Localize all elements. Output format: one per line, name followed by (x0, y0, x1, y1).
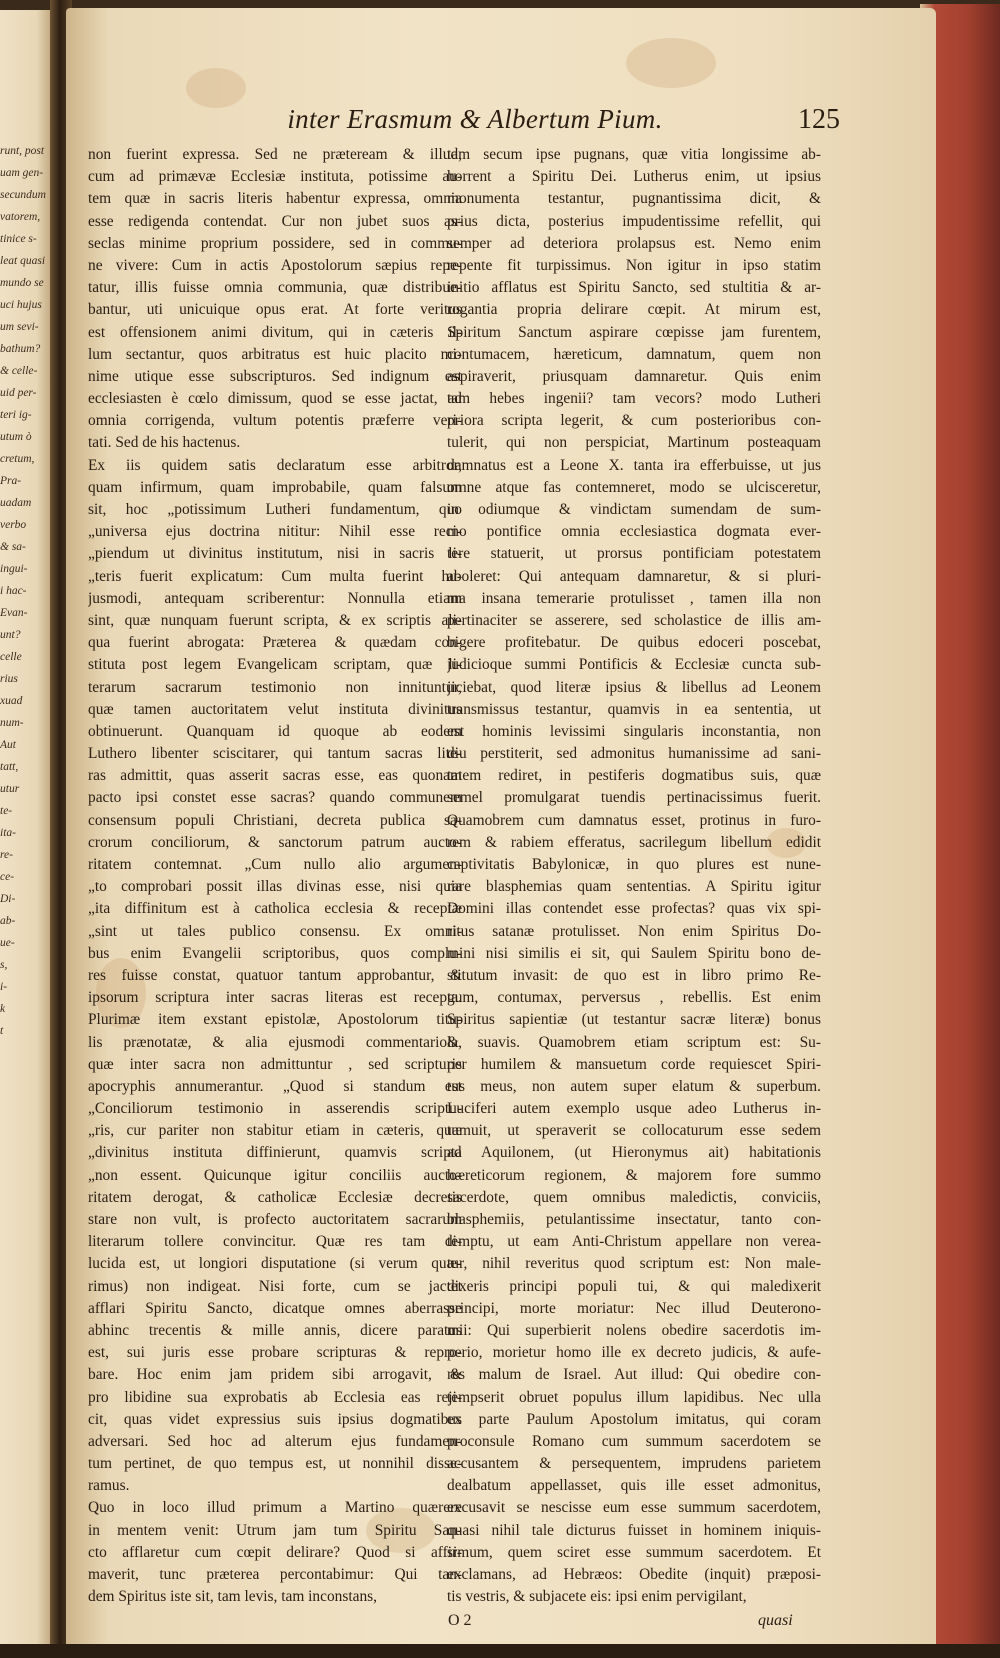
text-line: est offensionem animi divitum, qui in cæteris il- (88, 323, 462, 341)
bottom-shadow (0, 1644, 1000, 1658)
text-line: runt, post (0, 145, 45, 157)
text-line: quasi nihil tale dicturus fuisset in hominem iniquis- (447, 1521, 821, 1539)
text-line: Aut (0, 739, 16, 751)
text-line: sit, hoc „potissimum Lutheri fundamentum, quo (88, 501, 462, 518)
text-line: repente fit turpissimus. Non igitur in ipso statim (447, 256, 821, 274)
text-line: mundo se (0, 277, 44, 289)
text-line: ab- (0, 915, 16, 927)
text-line: „ita diffinitum est à catholica ecclesia & receptæ (88, 900, 462, 918)
text-line: Luthero libenter sciscitarer, qui tantum sacras lite- (88, 745, 462, 763)
text-line: uadam (0, 497, 32, 509)
text-line: pertinaciter se asserere, sed scholastice de illis am- (447, 611, 821, 629)
text-line: semel promulgarat tuendis pertinacissimus fuerit. (447, 789, 821, 807)
text-line: simum, quem sciret esse summum sacerdotem. Et (447, 1543, 821, 1561)
text-line: transmissus testantur, quamvis in ea sententia, ut (447, 700, 821, 718)
text-line: esse redigenda contendat. Cur non jubet suos as- (88, 212, 462, 230)
text-line: & suavis. Quamobrem etiam scriptum est: Su- (447, 1033, 821, 1051)
text-line: „non essent. Quicunque igitur conciliis aucto- (88, 1166, 462, 1184)
text-line: Luciferi autem exemplo usque adeo Lutherus in- (447, 1100, 821, 1118)
text-line: quam infirmum, quam improbabile, quam falsum (88, 478, 462, 496)
text-line: initio afflatus est Spiritu Sancto, sed stultitia & ar- (447, 279, 821, 297)
text-line: i hac- (0, 585, 27, 597)
text-line: mini nisi similis ei sit, qui Saulem Spiritu bono de- (447, 944, 821, 962)
text-line: priora scripta legerit, & cum posterioribus con- (447, 412, 821, 430)
text-line: „teris fuerit explicatum: Cum multa fuerint hu- (88, 567, 462, 585)
text-line: lum sectantur, quos arbitratus est huic placito mi- (88, 345, 462, 363)
text-line: „divinitus instituta diffinierunt, quamvis scripta (88, 1144, 462, 1162)
text-line: ue- (0, 937, 15, 949)
text-line: & sa- (0, 541, 26, 553)
text-line: gum, contumax, perversus , rebellis. Est enim (447, 989, 821, 1007)
text-line: sacerdote, quem omnibus maledictis, conviciis, (447, 1188, 821, 1206)
text-line: blasphemiis, petulantissime insectatur, tanto con- (447, 1211, 821, 1228)
text-line: „piendum ut divinitus institutum, nisi in sacris li- (88, 545, 462, 563)
text-line: Ex iis quidem satis declaratum esse arbitror, (88, 456, 462, 474)
text-line: pacto ipsi constet esse sacras? quando communem (88, 789, 462, 807)
text-line: Evan- (0, 607, 28, 619)
text-line: bathum? (0, 343, 41, 355)
text-line: perio, morietur homo ille ex decreto judicis, & aufe- (447, 1344, 821, 1362)
text-line: est hominis levissimi singularis inconstantia, non (447, 722, 821, 740)
text-line: per humilem & mansuetum corde requiescet Spiri- (447, 1055, 821, 1073)
text-line: tatt, (0, 761, 19, 773)
running-head: inter Erasmum & Albertum Pium. (287, 104, 663, 134)
text-line: jiciebat, quod literæ ipsius & libellus ad Leonem (447, 678, 821, 696)
text-line: seclas minime proprium possidere, sed in commu- (88, 234, 462, 252)
text-line: afflari Spiritu Sancto, dicatque omnes aberrasse (88, 1299, 462, 1317)
text-line: Pra- (0, 475, 22, 487)
text-line: pro libidine sua exprobatis ab Ecclesia eas reji- (88, 1388, 462, 1406)
text-line: xuad (0, 695, 23, 707)
text-line: dealbatum appellasset, quis ille esset admonitus, (447, 1477, 821, 1495)
text-line: „universa ejus doctrina nititur: Nihil esse reci- (88, 523, 462, 541)
text-line: bantur, uti unicuique opus erat. At forte veritus (88, 301, 462, 319)
text-line: cum ad primævæ Ecclesiæ instituta, potissime au- (88, 168, 462, 186)
text-line: Domini illas contendet esse profectas? quas vix spi- (447, 900, 821, 918)
text-line: cto afflaretur cum cœpit delirare? Quod si affir- (88, 1543, 462, 1561)
text-line: stitutum invasit: de quo est in libro primo Re- (447, 966, 821, 984)
text-line: num- (0, 717, 24, 729)
text-line: te- (0, 805, 13, 817)
text-line: utur (0, 783, 20, 795)
text-line: in mentem venit: Utrum jam tum Spiritu San- (88, 1521, 462, 1539)
text-line: tatem rediret, in pestiferis dogmatibus suis, quæ (447, 767, 821, 785)
text-line: tati. Sed de his hactenus. (88, 434, 241, 452)
text-line: tur, nihil reveritus quod scriptum est: Non male- (447, 1255, 821, 1273)
text-line: Spiritum Sanctum aspirare cœpisse jam furentem, (447, 323, 821, 341)
text-line: tempserit obruet populus illum lapidibus. Nec ulla (447, 1388, 821, 1406)
text-line: ritatem derogat, & catholicæ Ecclesiæ decretis (88, 1188, 462, 1206)
text-line: ingui- (0, 563, 28, 575)
text-line: excusavit se nescisse eum esse summum sacerdotem, (447, 1499, 821, 1517)
text-line: omnia corrigenda, vultum potentis præferre veri- (88, 412, 462, 430)
text-line: jusmodi, antequam scriberentur: Nonnulla etiam (88, 589, 462, 607)
text-line: ma insana temerarie protulisset , tamen illa non (447, 589, 821, 607)
text-line: uam gen- (0, 167, 44, 179)
text-line: lis prænotatæ, & alia ejusmodi commentariola, (88, 1033, 462, 1051)
text-line: ras admittit, quas asserit sacras esse, eas quonam (88, 767, 462, 785)
facing-page-text (0, 140, 52, 1042)
text-line: leat quasi (0, 255, 46, 267)
text-line: maverit, tunc præterea percontabimur: Qui tan- (88, 1566, 462, 1583)
catchword: quasi (758, 1612, 793, 1629)
text-line: tulerit, qui non perspiciat, Martinum posteaquam (447, 434, 821, 452)
text-line: uci hujus (0, 299, 42, 311)
text-line: Spiritus sapientiæ (ut testantur sacræ literæ) bonus (447, 1011, 821, 1029)
text-line: Quamobrem cum damnatus esset, protinus in furo- (447, 811, 821, 829)
text-line: contumacem, hæreticum, damnatum, quem non (447, 345, 821, 363)
text-line: horrent a Spiritu Dei. Lutherus enim, ut ipsius (447, 168, 821, 186)
text-line: monumenta testantur, pugnantissima dicit, & (447, 190, 821, 208)
text-line: proconsule Romano cum summum sacerdotem se (447, 1432, 821, 1450)
text-line: t (0, 1025, 4, 1037)
text-line: um sevi- (0, 321, 39, 333)
facing-page-edge (0, 10, 52, 1650)
text-line: ex parte Paulum Apostolum imitatus, qui coram (447, 1410, 821, 1428)
page-number: 125 (798, 104, 840, 135)
text-line: tus meus, non autem super elatum & superbum. (447, 1077, 821, 1095)
text-line: non fuerint expressa. Sed ne præteream & illud, (88, 146, 462, 163)
text-line: tatur, illis fuisse omnia communia, quæ distribue- (88, 279, 462, 297)
text-line: obtinuerunt. Quanquam id quoque ab eodem (88, 722, 462, 740)
text-line: „sint ut tales publico consensu. Ex omni- (88, 922, 462, 940)
text-line: tinice s- (0, 233, 37, 245)
text-line: tem quæ in sacris literis habentur expressa, omnia (88, 190, 462, 208)
text-line: res malum de Israel. Aut illud: Qui obedire con- (447, 1366, 821, 1384)
text-line: re- (0, 849, 13, 861)
text-line: mii: Qui superbierit nolens obedire sacerdotis im- (447, 1321, 821, 1339)
text-line: semper ad deteriora prolapsus est. Nemo enim (447, 234, 821, 252)
text-line: ce- (0, 871, 15, 883)
text-line: bigere profitebatur. De quibus edoceri poscebat, (447, 634, 821, 652)
text-line: rem & rabiem efferatus, sacrilegum libellum edidit (447, 833, 821, 851)
text-line: accusantem & persequentem, imprudens parietem (447, 1455, 821, 1473)
text-line: damnatus est a Leone X. tanta ira efferbuisse, ut jus (447, 456, 821, 474)
text-line: judicioque summi Pontificis & Ecclesiæ cuncta sub- (447, 656, 821, 674)
text-line: in odiumque & vindictam sumendam de sum- (447, 501, 821, 518)
text-line: tum pertinet, de quo tempus est, ut nonnihil disse- (88, 1455, 462, 1473)
text-line: tam secum ipse pugnans, quæ vitia longissime ab- (447, 146, 821, 163)
text-line: abhinc trecentis & mille annis, dicere paratus (88, 1321, 462, 1339)
text-line: consensum populi Christiani, decreta publica sa- (88, 811, 462, 829)
text-line: qua fuerint abrogata: Præterea & quædam con- (88, 634, 462, 652)
text-line: Quo in loco illud primum a Martino quærere (88, 1499, 462, 1517)
left-text-column (88, 144, 462, 1608)
text-line: captivitatis Babylonicæ, in quo plures est nune- (447, 856, 821, 873)
text-line: lucida est, ut longiori disputatione (si verum quæ- (88, 1255, 462, 1273)
text-line: i- (0, 981, 8, 993)
text-line: secundum (0, 189, 46, 201)
text-line: ad Aquilonem, (ut Hieronymus ait) habitationis (447, 1144, 821, 1162)
text-line: vatorem, (0, 211, 41, 223)
text-line: res fuisse constat, quatuor tantum approbantur, & (88, 966, 462, 984)
text-line: stituta post legem Evangelicam scriptam, quæ li- (88, 656, 462, 674)
text-line: unt? (0, 629, 21, 641)
text-line: aspiraverit, priusquam damnaretur. Quis enim (447, 367, 821, 385)
text-line: Plurimæ item exstant epistolæ, Apostolorum titu- (88, 1011, 462, 1029)
text-line: cretum, (0, 453, 35, 465)
text-line: ne vivere: Cum in actis Apostolorum sæpius repe- (88, 256, 462, 274)
text-line: ecclesiasten è cœlo dimissum, quod se esse jactat, ad (88, 390, 462, 408)
text-line: & celle- (0, 365, 38, 377)
text-line: est, sui juris esse probare scripturas & repro- (88, 1344, 462, 1362)
text-line: nime utique esse subscripturos. Sed indignum est (88, 367, 462, 385)
text-line: verbo (0, 519, 27, 531)
text-line: quæ inter sacra non admittuntur , sed scripturis (88, 1055, 462, 1073)
text-line: ritatem contemnat. „Cum nullo alio argumen- (88, 856, 462, 873)
text-line: literarum tollere convincitur. Quæ res tam di- (88, 1233, 462, 1251)
text-line: temptu, ut eam Anti-Christum appellare non verea- (447, 1233, 821, 1251)
text-line: uid per- (0, 387, 37, 399)
text-line: rare blasphemias quam sententias. A Spiritu igitur (447, 878, 821, 896)
text-line: rimus) non indigeat. Nisi forte, cum se jactet (88, 1277, 462, 1295)
text-line: „Conciliorum testimonio in asserendis scriptu- (88, 1100, 462, 1118)
text-line: bare. Hoc enim jam pridem sibi arrogavit, & (88, 1366, 462, 1384)
text-line: aboleret: Qui antequam damnaretur, & si pluri- (447, 567, 821, 585)
right-text-column (447, 144, 821, 1608)
text-line: s, (0, 959, 8, 971)
text-line: dixeris principi populi tui, & qui maledixerit (447, 1277, 821, 1295)
text-line: ita- (0, 827, 16, 839)
text-line: tumuit, ut speraverit se collocaturum esse sedem (447, 1122, 821, 1140)
text-line: ipsorum scriptura inter sacras literas est recepta. (88, 989, 462, 1007)
text-line: exclamans, ad Hebræos: Obedite (inquit) præposi- (447, 1566, 821, 1583)
text-line: k (0, 1003, 6, 1015)
text-line: ritus satanæ protulisset. Non enim Spiritus Do- (447, 922, 821, 940)
text-line: „to comprobari possit illas divinas esse, nisi quia (88, 878, 462, 896)
text-line: adversari. Sed hoc ad alterum ejus fundamen- (88, 1432, 462, 1450)
text-line: mo pontifice omnia ecclesiastica dogmata ever- (447, 523, 821, 541)
text-line: dem Spiritus iste sit, tam levis, tam inconstans, (88, 1588, 377, 1606)
text-line: rogantia propria delirare cœpit. At mirum est, (447, 301, 821, 319)
text-line: rius (0, 673, 18, 685)
text-line: diu perstiterit, sed admonitus humanissime ad sani- (447, 745, 821, 763)
text-line: quæ tamen auctoritatem velut instituta divinitus (88, 700, 462, 718)
text-line: „ris, cur pariter non stabitur etiam in cæteris, quæ (88, 1122, 462, 1140)
signature-mark: O 2 (448, 1612, 472, 1629)
text-line: terarum sacrarum testimonio non innituntur, (88, 678, 462, 696)
text-line: sint, quæ nunquam fuerunt scripta, & ex scriptis ali- (88, 611, 462, 629)
text-line: crorum conciliorum, & sanctorum patrum aucto- (88, 833, 462, 851)
text-line: tis vestris, & subjacete eis: ipsi enim pervigilant, (447, 1588, 747, 1606)
text-line: utum ò (0, 431, 32, 443)
text-line: principi, morte moriatur: Nec illud Deuterono- (447, 1299, 821, 1317)
text-line: apocryphis annumerantur. „Quod si standum est (88, 1077, 462, 1095)
text-line: bus enim Evangelii scriptoribus, quos complu- (88, 944, 462, 962)
text-line: teri ig- (0, 409, 32, 421)
text-line: ramus. (88, 1477, 130, 1495)
text-line: cit, quas videt expressius suis ipsius dogmatibus (88, 1410, 462, 1428)
text-line: omne atque fas contemneret, modo se ulcisceretur, (447, 478, 821, 496)
text-line: stare non vult, is profecto auctoritatem sacrarum (88, 1211, 462, 1228)
text-line: tere statuerit, ut prorsus pontificiam potestatem (447, 545, 821, 563)
text-line: Di- (0, 893, 16, 905)
text-line: celle (0, 651, 22, 663)
text-line: prius dicta, posterius impudentissime refellit, qui (447, 212, 821, 230)
text-line: tam hebes ingenii? tam vecors? modo Lutheri (447, 390, 821, 408)
text-line: hæreticorum regionem, & majorem fore summo (447, 1166, 821, 1184)
